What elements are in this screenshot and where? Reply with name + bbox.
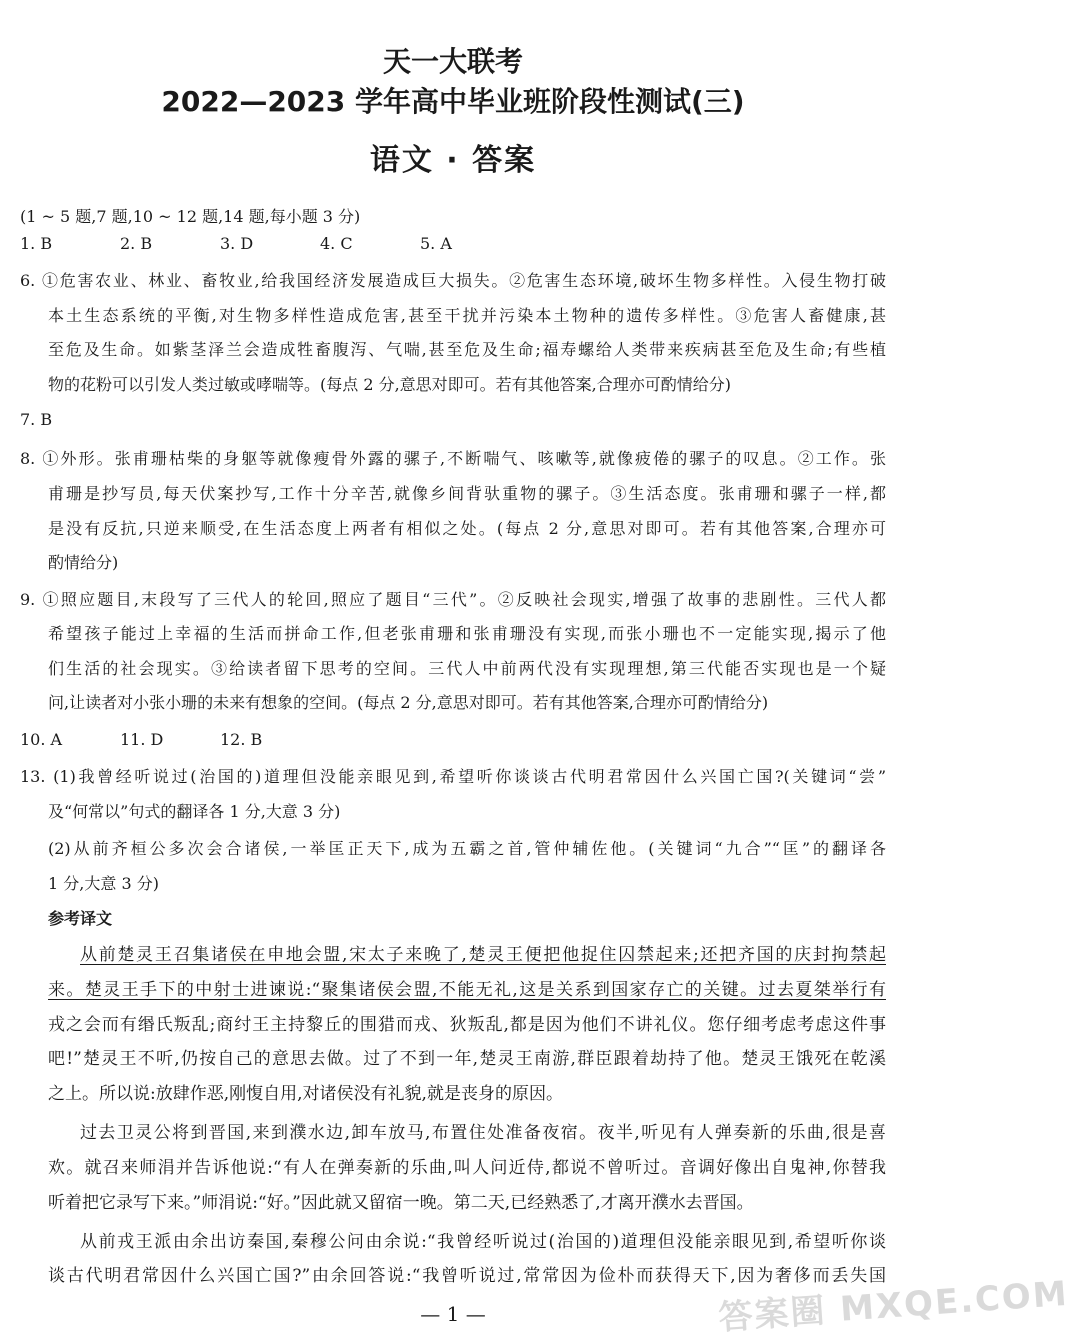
q13-line: 及“何常以”句式的翻译各 1 分,大意 3 分) <box>48 802 341 821</box>
answer-item: 5. A <box>420 234 452 253</box>
translation-line: 欢。就召来师涓并告诉他说:“有人在弹奏新的乐曲,叫人问近侍,都说不曾听过。音调好像出自鬼神,你替我 <box>48 1158 886 1178</box>
q8-line: 是没有反抗,只逆来顺受,在生活态度上两者有相似之处。(每点 2 分,意思对即可。若有其他答案,合理亦可 <box>48 519 886 538</box>
q8-line: 酌情给分) <box>48 553 119 572</box>
q13-line: 13. (1)我曾经听说过(治国的)道理但没能亲眼见到,希望听你谈谈古代明君常因什么兴国亡国?(关键词“尝” <box>20 767 886 786</box>
translation-line: 从前戎王派由余出访秦国,秦穆公问由余说:“我曾经听说过(治国的)道理但没能亲眼见到,希望听你谈 <box>80 1232 886 1252</box>
translation-line: 从前楚灵王召集诸侯在申地会盟,宋太子来晚了,楚灵王便把他捉住囚禁起来;还把齐国的庆封拘禁起 <box>80 945 886 965</box>
answer-item: 12. B <box>220 730 263 749</box>
answer-item: 11. D <box>120 730 164 749</box>
q8-line: 甫珊是抄写员,每天伏案抄写,工作十分辛苦,就像乡间背驮重物的骡子。③生活态度。张甫珊和骡子一样,都 <box>48 484 886 503</box>
q9-line: 9. ①照应题目,末段写了三代人的轮回,照应了题目“三代”。②反映社会现实,增强了故事的悲剧性。三代人都 <box>20 590 886 609</box>
q7-answer: 7. B <box>20 410 53 429</box>
exam-subtitle: 2022—2023 学年高中毕业班阶段性测试(三) <box>161 85 745 118</box>
q13-line: (2)从前齐桓公多次会合诸侯,一举匡正天下,成为五霸之首,管仲辅佐他。(关键词“九合”“匡”的翻译各 <box>48 839 886 858</box>
q6-line: 至危及生命。如紫茎泽兰会造成牲畜腹泻、气喘,甚至危及生命;福寿螺给人类带来疾病甚至危及生命;有些植 <box>48 340 886 359</box>
answer-item: 10. A <box>20 730 63 749</box>
translation-line: 过去卫灵公将到晋国,来到濮水边,卸车放马,布置住处准备夜宿。夜半,听见有人弹奏新的乐曲,很是喜 <box>80 1123 886 1143</box>
q6-line: 本土生态系统的平衡,对生物多样性造成危害,甚至干扰并污染本土物种的遗传多样性。③危害人畜健康,甚 <box>48 306 886 325</box>
q9-line: 们生活的社会现实。③给读者留下思考的空间。三代人中前两代没有实现理想,第三代能否实现也是一个疑 <box>48 659 886 678</box>
answer-item: 1. B <box>20 234 53 253</box>
page-number: — 1 — <box>420 1302 486 1326</box>
translation-line: 之上。所以说:放肆作恶,刚愎自用,对诸侯没有礼貌,就是丧身的原因。 <box>48 1084 563 1104</box>
scoring-note: (1 ~ 5 题,7 题,10 ~ 12 题,14 题,每小题 3 分) <box>20 207 361 226</box>
q6-line: 6. ①危害农业、林业、畜牧业,给我国经济发展造成巨大损失。②危害生态环境,破坏生物多样性。入侵生物打破 <box>20 271 886 290</box>
translation-line: 谈古代明君常因什么兴国亡国?”由余回答说:“我曾听说过,常常因为俭朴而获得天下,因为奢侈而丢失国 <box>48 1266 886 1286</box>
exam-title: 天一大联考 <box>382 45 523 78</box>
translation-line: 听着把它录写下来。”师涓说:“好。”因此就又留宿一晚。第二天,已经熟悉了,才离开濮水去晋国。 <box>48 1193 754 1213</box>
translation-line: 戎之会而有缗氏叛乱;商纣王主持黎丘的围猎而戎、狄叛乱,都是因为他们不讲礼仪。您仔细考虑考虑这件事 <box>48 1015 886 1035</box>
q13-line: 1 分,大意 3 分) <box>48 874 159 893</box>
watermark-logo: 答案圈 MXQE.COM <box>717 1273 1070 1339</box>
subject-title: 语文 · 答案 <box>369 143 537 178</box>
answer-item: 3. D <box>220 234 254 253</box>
q6-line: 物的花粉可以引发人类过敏或哮喘等。(每点 2 分,意思对即可。若有其他答案,合理亦可酌情给分) <box>48 375 732 394</box>
answer-item: 4. C <box>320 234 353 253</box>
translation-line: 来。楚灵王手下的中射士进谏说:“聚集诸侯会盟,不能无礼,这是关系到国家存亡的关键。过去夏桀举行有 <box>48 980 886 1000</box>
q9-line: 问,让读者对小张小珊的未来有想象的空间。(每点 2 分,意思对即可。若有其他答案,合理亦可酌情给分) <box>48 693 769 712</box>
q9-line: 希望孩子能过上幸福的生活而拼命工作,但老张甫珊和张甫珊没有实现,而张小珊也不一定能实现,揭示了他 <box>48 624 886 643</box>
answers-10-12 <box>20 729 320 751</box>
translation-line: 吧!”楚灵王不听,仍按自己的意思去做。过了不到一年,楚灵王南游,群臣跟着劫持了他。楚灵王饿死在乾溪 <box>48 1049 886 1069</box>
answer-item: 2. B <box>120 234 153 253</box>
translation-title: 参考译文 <box>48 909 113 928</box>
answers-1-5 <box>20 233 520 255</box>
q8-line: 8. ①外形。张甫珊枯柴的身躯等就像瘦骨外露的骡子,不断喘气、咳嗽等,就像疲倦的骡子的叹息。②工作。张 <box>20 449 886 468</box>
